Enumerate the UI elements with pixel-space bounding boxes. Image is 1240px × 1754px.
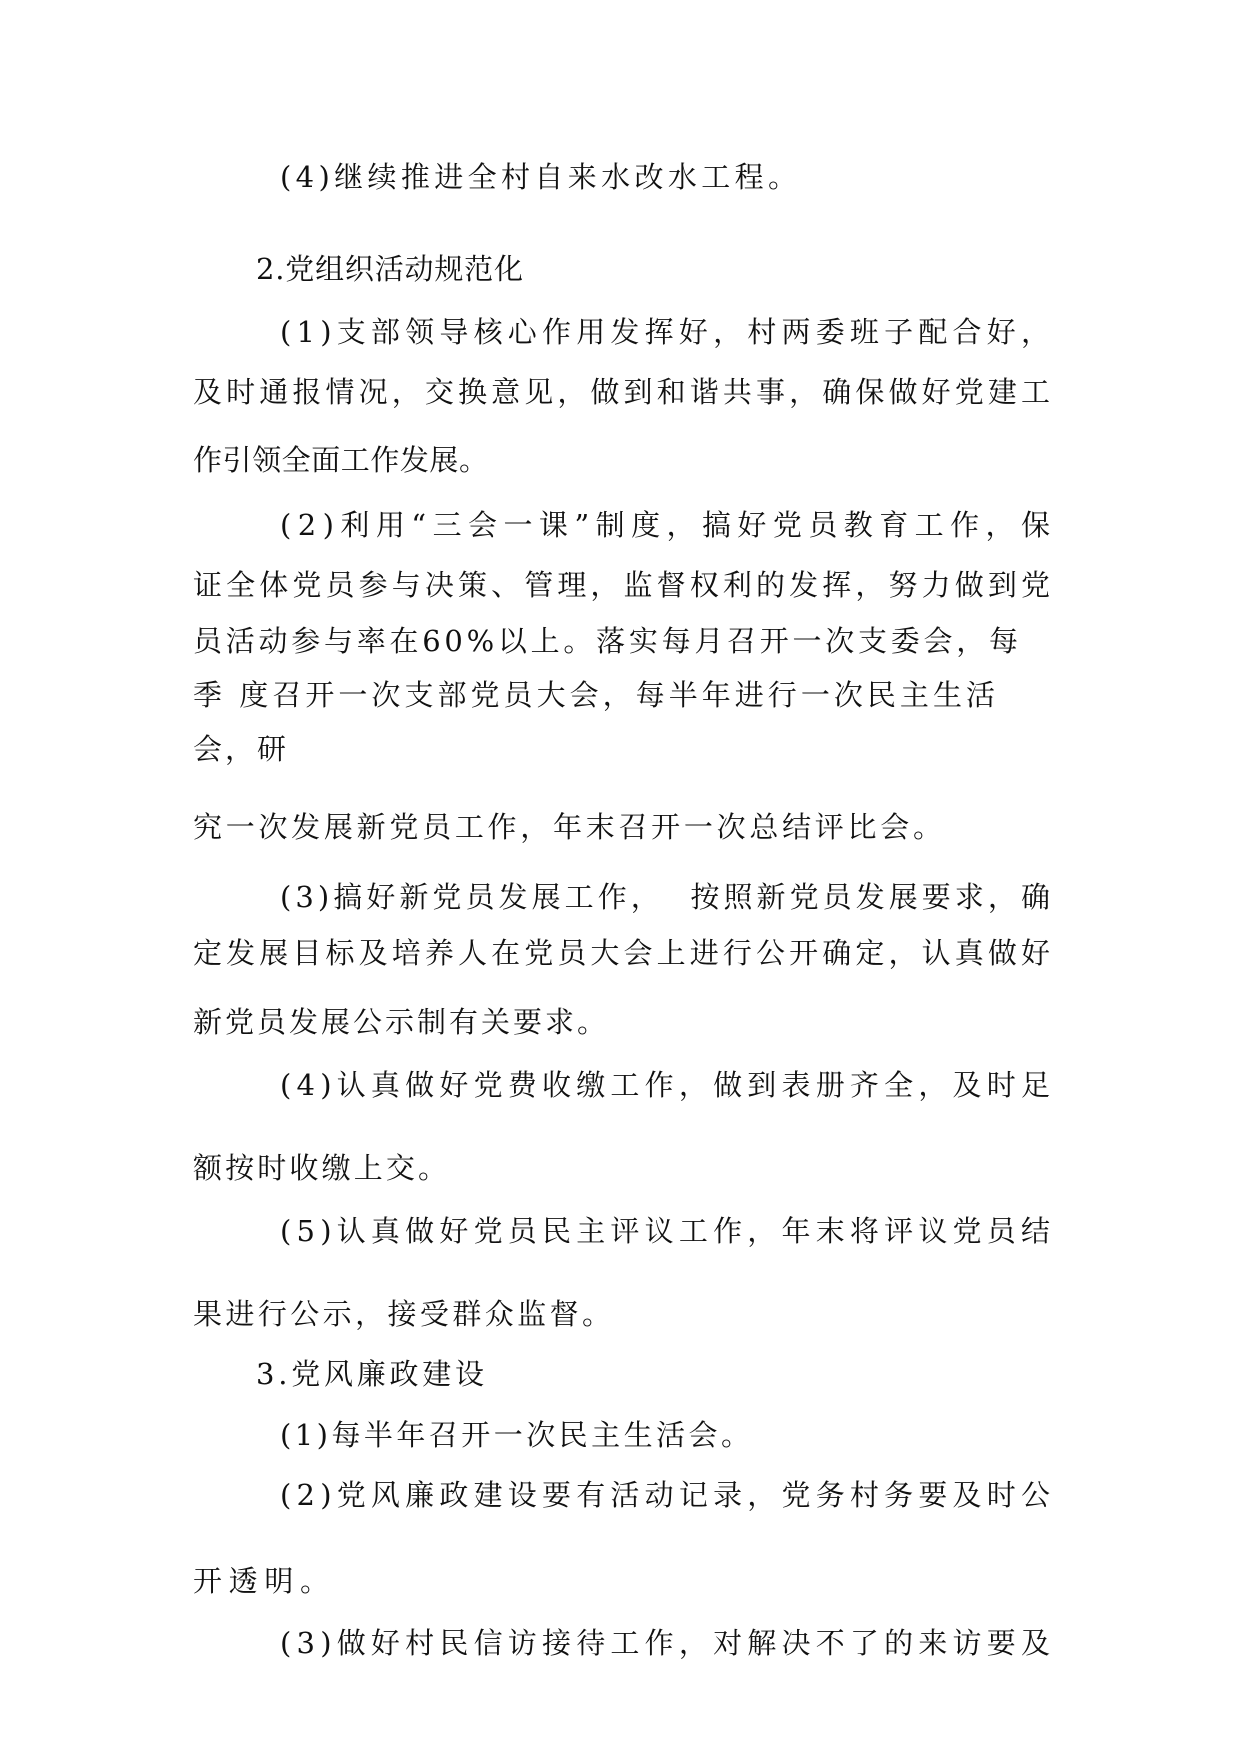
paragraph-line: (1)支部领导核心作用发挥好，村两委班子配合好， — [280, 315, 1056, 349]
section-heading: 3.党风廉政建设 — [256, 1357, 488, 1391]
paragraph-line: 新党员发展公示制有关要求。 — [193, 1005, 609, 1039]
paragraph-line: (1)每半年召开一次民主生活会。 — [280, 1418, 754, 1452]
paragraph-line: 证全体党员参与决策、管理，监督权利的发挥，努力做到党 — [193, 568, 1055, 602]
section-heading: 2.党组织活动规范化 — [256, 252, 524, 286]
paragraph-line: 会，研 — [193, 732, 289, 766]
paragraph-line: 员活动参与率在60%以上。落实每月召开一次支委会，每 — [193, 624, 1022, 658]
paragraph-line: 究一次发展新党员工作，年末召开一次总结评比会。 — [193, 810, 946, 844]
paragraph-line: 作引领全面工作发展。 — [193, 443, 489, 477]
paragraph-line: (5)认真做好党员民主评议工作，年末将评议党员结 — [280, 1214, 1056, 1248]
paragraph-line: 季 度召开一次支部党员大会，每半年进行一次民主生活 — [193, 678, 1000, 712]
paragraph-line: (3)做好村民信访接待工作，对解决不了的来访要及 — [280, 1626, 1056, 1660]
paragraph-line: (2)利用“三会一课”制度，搞好党员教育工作，保 — [280, 508, 1057, 542]
paragraph-line: (3)搞好新党员发展工作， 按照新党员发展要求，确 — [280, 880, 1055, 914]
paragraph-line: 额按时收缴上交。 — [193, 1151, 451, 1185]
paragraph-line: (4)认真做好党费收缴工作，做到表册齐全，及时足 — [280, 1068, 1056, 1102]
paragraph-line: (4)继续推进全村自来水改水工程。 — [280, 160, 802, 194]
paragraph-line: (2)党风廉政建设要有活动记录，党务村务要及时公 — [280, 1478, 1056, 1512]
paragraph-line: 开透明。 — [193, 1564, 336, 1598]
paragraph-line: 及时通报情况，交换意见，做到和谐共事，确保做好党建工 — [193, 375, 1055, 409]
paragraph-line: 定发展目标及培养人在党员大会上进行公开确定，认真做好 — [193, 936, 1055, 970]
paragraph-line: 果进行公示，接受群众监督。 — [193, 1297, 615, 1331]
